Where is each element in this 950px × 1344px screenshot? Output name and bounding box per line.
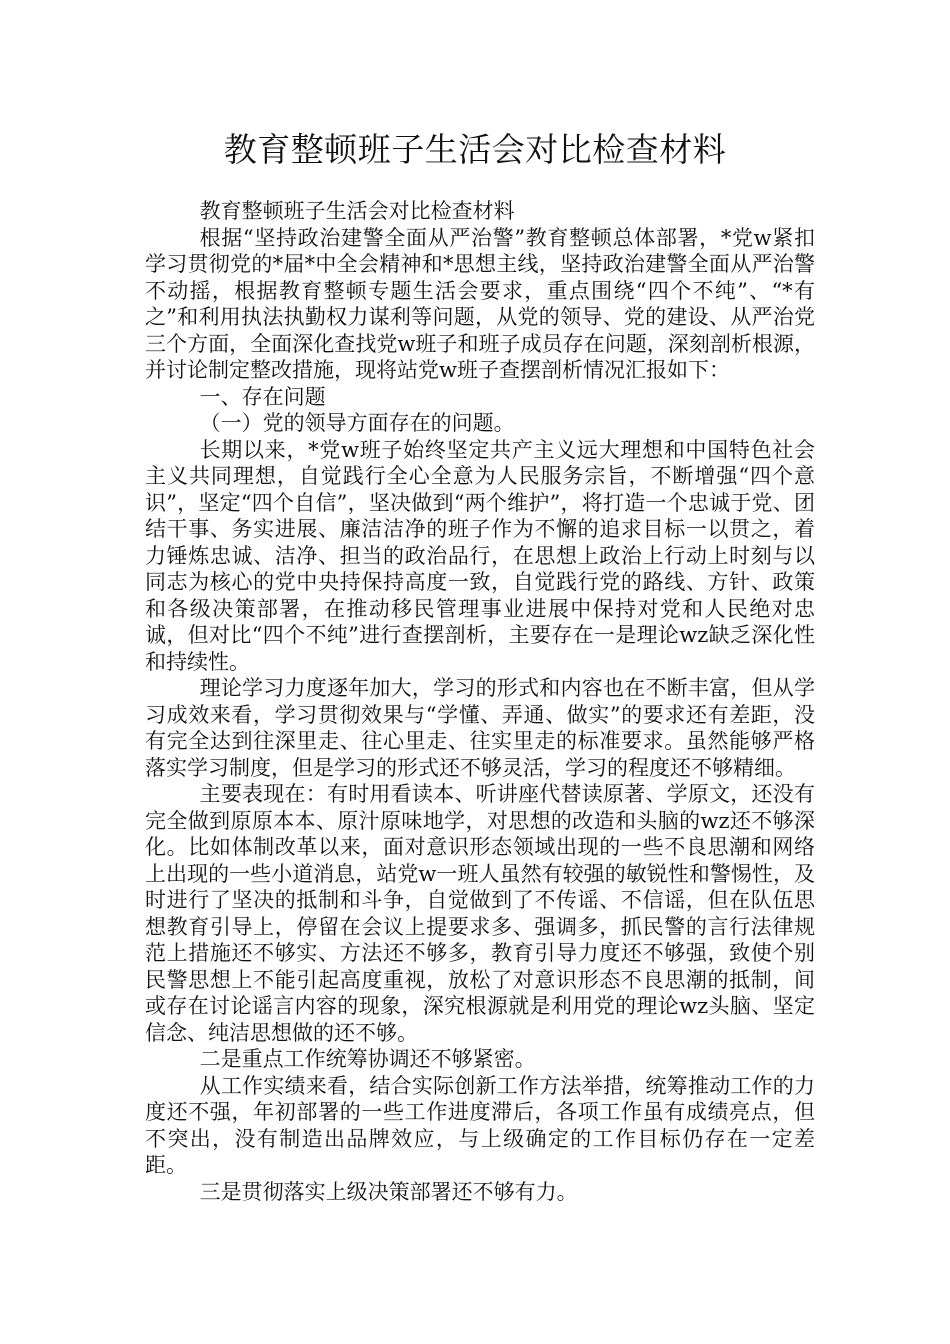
body-paragraph: 主要表现在：有时用看读本、听讲座代替读原著、学原文，还没有完全做到原原本本、原汁原味地学，对思想的改造和头脑的wz还不够深化。比如体制改革以来，面对意识形态领域出现的一些不良思潮和网络上出现的一些小道消息，站党w一班人虽然有较强的敏锐性和警惕性，及时进行了坚决的抵制和斗争，自觉做到了不传谣、不信谣，但在队伍思想教育引导上，停留在会议上提要求多、强调多，抓民警的言行法律规范上措施还不够实、方法还不够多，教育引导力度还不够强，致使个别民警思想上不能引起高度重视，放松了对意识形态不良思潮的抵制，间或存在讨论谣言内容的现象，深究根源就是利用党的理论wz头脑、坚定信念、纯洁思想做的还不够。 [145, 782, 815, 1045]
document-body [145, 198, 815, 1205]
document-title: 教育整顿班子生活会对比检查材料 [223, 130, 727, 169]
body-paragraph: 从工作实绩来看，结合实际创新工作方法举措，统筹推动工作的力度还不强，年初部署的一些工作进度滞后，各项工作虽有成绩亮点，但不突出，没有制造出品牌效应，与上级确定的工作目标仍存在一定差距。 [145, 1073, 815, 1177]
point-heading: 三是贯彻落实上级决策部署还不够有力。 [199, 1179, 578, 1204]
intro-paragraph: 根据“坚持政治建警全面从严治警”教育整顿总体部署，*党w紧扣学习贯彻党的*届*中全会精神和*思想主线，坚持政治建警全面从严治警不动摇，根据教育整顿专题生活会要求，重点围绕“四个不纯”、“*有之”和利用执法执勤权力谋利等问题，从党的领导、党的建设、从严治党三个方面，全面深化查找党w班子和班子成员存在问题，深刻剖析根源，并讨论制定整改措施，现将站党w班子查摆剖析情况汇报如下： [145, 225, 815, 382]
body-paragraph: 理论学习力度逐年加大，学习的形式和内容也在不断丰富，但从学习成效来看，学习贯彻效果与“学懂、弄通、做实”的要求还有差距，没有完全达到往深里走、往心里走、往实里走的标准要求。虽然能够严格落实学习制度，但是学习的形式还不够灵活，学习的程度还不够精细。 [145, 676, 815, 780]
point-heading: 二是重点工作统筹协调还不够紧密。 [199, 1047, 536, 1071]
subtitle-paragraph: 教育整顿班子生活会对比检查材料 [199, 199, 515, 223]
subsection-heading: （一）党的领导方面存在的问题。 [199, 411, 515, 435]
section-heading: 一、存在问题 [199, 384, 326, 409]
body-paragraph: 长期以来，*党w班子始终坚定共产主义远大理想和中国特色社会主义共同理想，自觉践行全心全意为人民服务宗旨，不断增强“四个意识”，坚定“四个自信”，坚决做到“两个维护”，将打造一个忠诚于党、团结干事、务实进展、廉洁洁净的班子作为不懈的追求目标一以贯之，着力锤炼忠诚、洁净、担当的政治品行，在思想上政治上行动上时刻与以同志为核心的党中央持保持高度一致，自觉践行党的路线、方针、政策和各级决策部署，在推动移民管理事业进展中保持对党和人民绝对忠诚，但对比“四个不纯”进行查摆剖析，主要存在一是理论wz缺乏深化性和持续性。 [145, 437, 815, 674]
